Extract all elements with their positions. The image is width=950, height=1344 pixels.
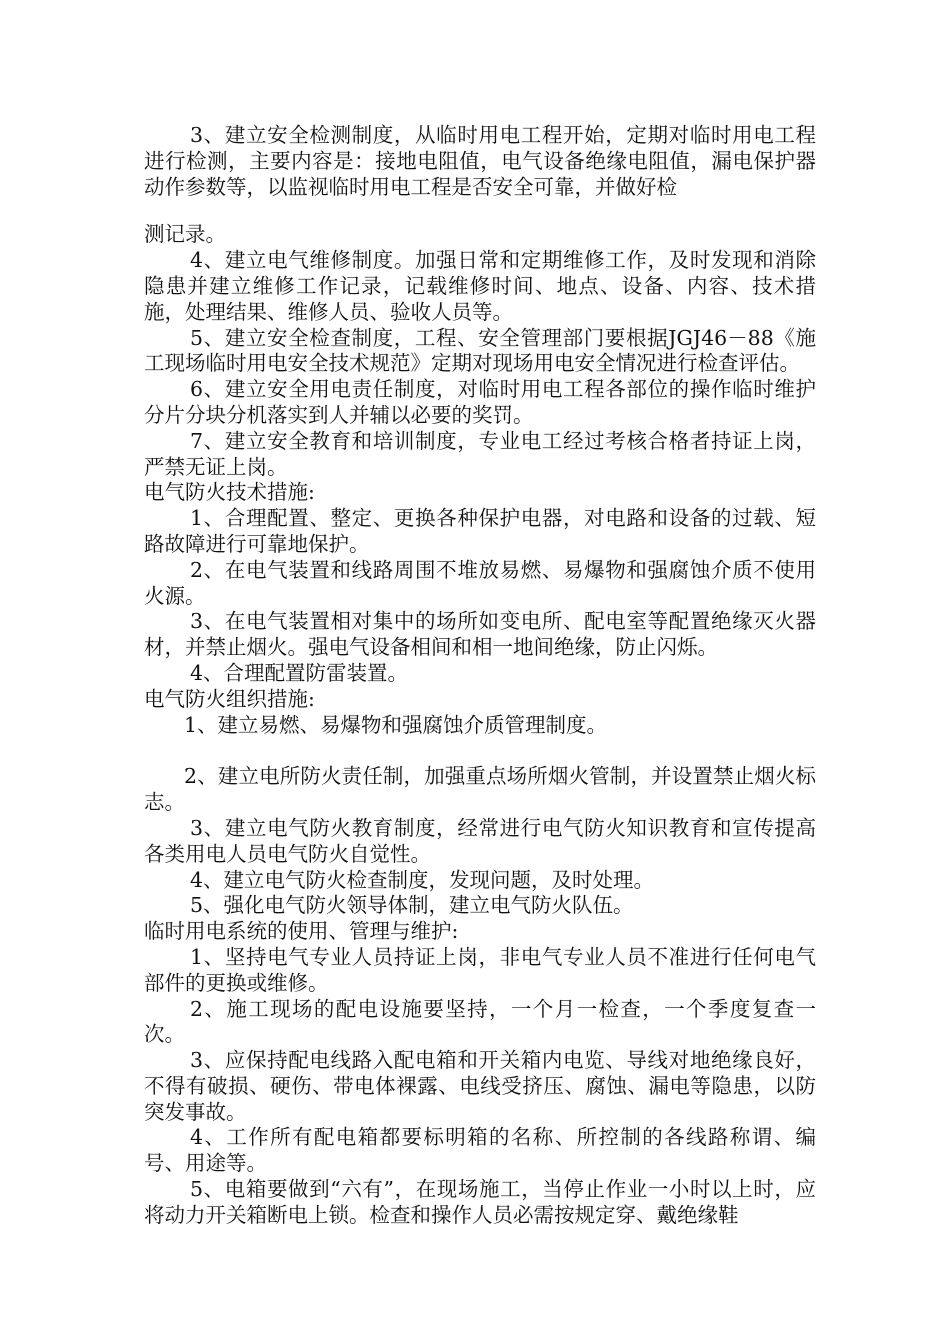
paragraph-usage-3: 3、应保持配电线路入配电箱和开关箱内电览、导线对地绝缘良好，不得有破损、硬伤、带电体裸露、电线受挤压、腐蚀、漏电等隐患，以防突发事故。 bbox=[144, 1048, 816, 1124]
section-heading-fire-tech: 电气防火技术措施: bbox=[144, 480, 315, 505]
paragraph-fire-org-1: 1、建立易燃、易爆物和强腐蚀介质管理制度。 bbox=[184, 712, 608, 737]
paragraph-responsibility: 6、建立安全用电责任制度，对临时用电工程各部位的操作临时维护分片分块分机落实到人并辅以必要的奖罚。 bbox=[144, 377, 816, 427]
paragraph-fire-tech-1: 1、合理配置、整定、更换各种保护电器，对电路和设备的过载、短路故障进行可靠地保护。 bbox=[144, 506, 816, 556]
paragraph-usage-4: 4、工作所有配电箱都要标明箱的名称、所控制的各线路称谓、编号、用途等。 bbox=[144, 1125, 816, 1176]
document-page bbox=[144, 123, 816, 1229]
paragraph-fire-org-3: 3、建立电气防火教育制度，经常进行电气防火知识教育和宣传提高各类用电人员电气防火自觉性。 bbox=[144, 815, 816, 866]
paragraph-safety-inspection-tail: 测记录。 bbox=[144, 222, 226, 247]
paragraph-fire-tech-3: 3、在电气装置相对集中的场所如变电所、配电室等配置绝缘灭火器材，并禁止烟火。强电气设备相间和相一地间绝缘，防止闪烁。 bbox=[144, 609, 816, 660]
paragraph-maintenance: 4、建立电气维修制度。加强日常和定期维修工作，及时发现和消除隐患并建立维修工作记录，记载维修时间、地点、设备、内容、技术措施，处理结果、维修人员、验收人员等。 bbox=[144, 248, 816, 324]
paragraph-fire-tech-2: 2、在电气装置和线路周围不堆放易燃、易爆物和强腐蚀介质不使用火源。 bbox=[144, 557, 816, 608]
paragraph-safety-check: 5、建立安全检查制度，工程、安全管理部门要根据JGJ46－88《施工现场临时用电安全技术规范》定期对现场用电安全情况进行检查评估。 bbox=[144, 325, 816, 376]
section-heading-fire-org: 电气防火组织措施: bbox=[144, 686, 315, 711]
paragraph-fire-org-5: 5、强化电气防火领导体制，建立电气防火队伍。 bbox=[190, 893, 634, 918]
section-heading-usage: 临时用电系统的使用、管理与维护: bbox=[144, 919, 459, 944]
paragraph-fire-org-4: 4、建立电气防火检查制度，发现问题，及时处理。 bbox=[190, 867, 655, 892]
paragraph-fire-tech-4: 4、合理配置防雷装置。 bbox=[190, 660, 409, 685]
paragraph-fire-org-2: 2、建立电所防火责任制，加强重点场所烟火管制，并设置禁止烟火标志。 bbox=[144, 764, 816, 815]
paragraph-safety-inspection: 3、建立安全检测制度，从临时用电工程开始，定期对临时用电工程进行检测，主要内容是：接地电阻值，电气设备绝缘电阻值，漏电保护器动作参数等，以监视临时用电工程是否安全可靠，并做好检 bbox=[144, 123, 816, 199]
paragraph-usage-5: 5、电箱要做到“六有”，在现场施工，当停止作业一小时以上时，应将动力开关箱断电上锁。检查和操作人员必需按规定穿、戴绝缘鞋 bbox=[144, 1177, 816, 1227]
paragraph-usage-1: 1、坚持电气专业人员持证上岗，非电气专业人员不准进行任何电气部件的更换或维修。 bbox=[144, 944, 816, 995]
paragraph-usage-2: 2、施工现场的配电设施要坚持，一个月一检查，一个季度复查一次。 bbox=[144, 996, 816, 1047]
paragraph-training: 7、建立安全教育和培训制度，专业电工经过考核合格者持证上岗，严禁无证上岗。 bbox=[144, 428, 816, 479]
